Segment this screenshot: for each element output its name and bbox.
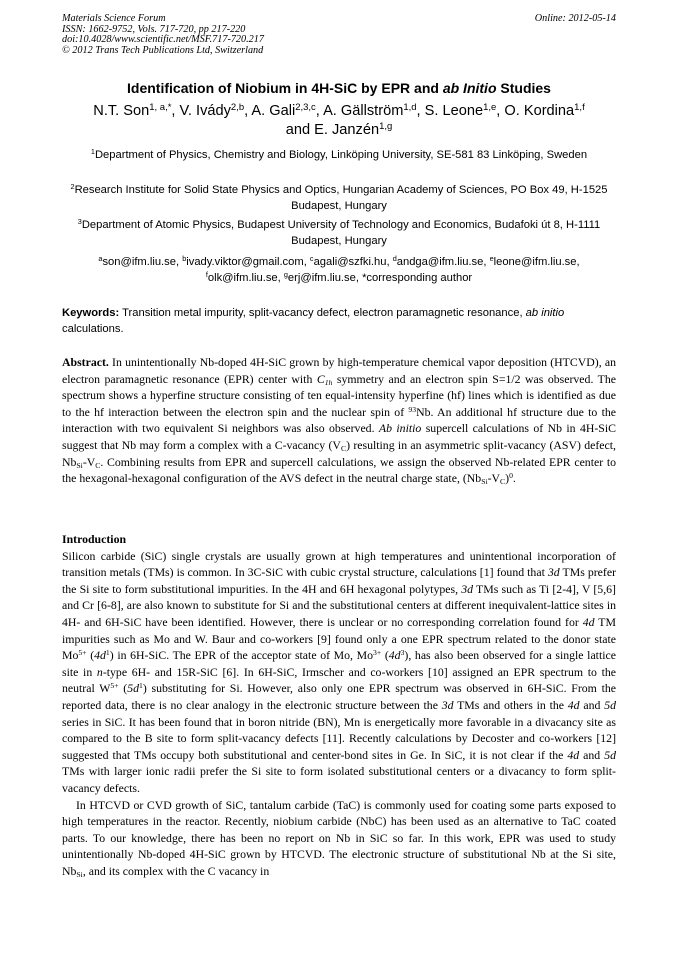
abstract-sub: C bbox=[500, 477, 506, 487]
abstract-text: supercell calculations of Nb in 4H-SiC suggest that Nb may form a complex with a C-vacancy (V bbox=[62, 421, 617, 452]
keywords-label: Keywords: bbox=[62, 307, 120, 319]
abstract-sub: Si bbox=[481, 477, 488, 487]
keywords-italic: ab initio bbox=[525, 307, 565, 319]
intro-sup: 1 bbox=[139, 681, 143, 691]
intro-italic: 3d bbox=[441, 697, 454, 712]
author-sup: 1,f bbox=[574, 101, 585, 113]
author-sup: 2,b bbox=[230, 101, 245, 113]
keywords-end: calculations. bbox=[62, 323, 124, 335]
author: , A. Gali bbox=[244, 103, 296, 119]
intro-text: In HTCVD or CVD growth of SiC, tantalum carbide (TaC) is commonly used for coating some parts exposed to high temperatures in the reactor. Recently, niobium carbide (NbC) has been used as an alternative to TaC coated parts. To our knowledge, there has been no report on Nb in SiC so far. In this work, EPR was used to study unintentionally Nb-doped 4H-SiC grown by HTCVD. The electronic structure of substitutional Nb at the Si site, Nb bbox=[62, 797, 616, 878]
author: N.T. Son bbox=[93, 103, 150, 119]
affiliation-text: Department of Atomic Physics, Budapest University of Technology and Economics, Budafoki út 8, H-1111 Budapest, Hungary bbox=[81, 219, 601, 247]
email: ivady.viktor@gmail.com, bbox=[186, 256, 310, 268]
intro-text: ) in 6H-SiC. The EPR of the acceptor state of Mo, Mo bbox=[109, 648, 374, 663]
abstract-text: . Combining results from EPR and supercell calculations, we assign the observed Nb-related EPR center to the hexagonal-hexagonal configuration of the AVS defect in the neutral charge state, (Nb bbox=[62, 454, 616, 486]
affiliation-number: 2 bbox=[70, 182, 75, 191]
author-sup: 1, a,* bbox=[149, 101, 172, 113]
author: , O. Kordina bbox=[496, 103, 575, 119]
intro-text: ( bbox=[381, 648, 389, 663]
email: olk@ifm.liu.se, bbox=[207, 272, 284, 284]
intro-italic: 4d bbox=[582, 614, 595, 629]
affiliation-text: Research Institute for Solid State Physics and Optics, Hungarian Academy of Sciences, PO Box 49, H-1525 Budapest, Hungary bbox=[74, 184, 608, 212]
intro-text: TMs and others in the bbox=[453, 697, 568, 712]
email: leone@ifm.liu.se, bbox=[493, 256, 580, 268]
intro-text: TMs prefer the Si site to form substitutional impurities. In the 4H and 6H hexagonal polytypes, bbox=[62, 565, 616, 596]
abstract-paragraph bbox=[62, 354, 616, 487]
intro-text: -type 6H- and 15R-SiC [6]. In 6H-SiC, Irmscher and co-workers [10] assigned an EPR spectrum to the neutral W bbox=[62, 664, 616, 696]
email-sup: g bbox=[283, 270, 288, 279]
intro-italic: 3d bbox=[461, 581, 474, 596]
intro-text: ) substituting for Si. However, also only one EPR spectrum was observed in 6H-SiC. From the reported data, there is no clear analogy in the electronic structure between the bbox=[62, 681, 616, 712]
intro-paragraph-1 bbox=[62, 548, 616, 797]
symmetry-sub: 1h bbox=[324, 377, 333, 387]
title-text-end: Studies bbox=[496, 80, 551, 96]
intro-sup: 1 bbox=[105, 647, 110, 657]
abstract-text: . bbox=[512, 471, 516, 486]
affiliation-1 bbox=[62, 147, 616, 163]
affiliation-2 bbox=[62, 182, 616, 214]
email: erj@ifm.liu.se, *corresponding author bbox=[287, 272, 473, 284]
online-date: Online: 2012-05-14 bbox=[534, 13, 616, 24]
title-text: Identification of Niobium in 4H-SiC by EPR and bbox=[127, 80, 443, 96]
intro-text: ( bbox=[118, 681, 128, 696]
title-italic: ab Initio bbox=[442, 80, 497, 96]
running-header bbox=[62, 14, 616, 56]
symmetry-symbol: C bbox=[316, 371, 325, 386]
author: , S. Leone bbox=[416, 103, 484, 119]
intro-italic: 3d bbox=[547, 565, 560, 580]
intro-text: and bbox=[579, 747, 605, 762]
copyright-line: © 2012 Trans Tech Publications Ltd, Switzerland bbox=[62, 44, 264, 56]
intro-text: series in SiC. It has been found that in boron nitride (BN), Mn is energetically more favorable in a divacancy site as compared to the B site to form split-vacancy defects [11]. Recently calculations by Decoster and co-workers [12] suggested that TMs occupy both substitutional and center-bond sites in Ge. In SiC, it is not clear if the bbox=[62, 714, 616, 762]
author-list bbox=[62, 102, 616, 140]
intro-sup: 3+ bbox=[373, 647, 382, 657]
email: agali@szfki.hu, bbox=[313, 256, 393, 268]
abstract-sub: C bbox=[95, 460, 101, 470]
abstract-text: In unintentionally Nb-doped 4H-SiC grown by high-temperature chemical vapor deposition (HTCVD), an electron paramagnetic resonance (EPR) center with bbox=[62, 355, 616, 386]
email-sup: e bbox=[489, 254, 494, 263]
introduction-section bbox=[62, 531, 616, 879]
journal-name: Materials Science Forum bbox=[62, 13, 166, 24]
author: , A. Gällström bbox=[315, 103, 404, 119]
author: and E. Janzén bbox=[285, 122, 380, 138]
intro-text: Silicon carbide (SiC) single crystals are usually grown at high temperatures and unintentional incorporation of transition metals (TMs) is common. In 3C-SiC with cubic crystal structure, calculations [1] found that bbox=[62, 548, 616, 580]
intro-text: , and its complex with the C vacancy in bbox=[82, 863, 270, 878]
intro-text: TMs with larger ionic radii prefer the Si site to form isolated substitutional centers or a divacancy to form split-vacancy defects. bbox=[62, 764, 616, 795]
doi-line: doi:10.4028/www.scientific.net/MSF.717-720.217 bbox=[62, 34, 264, 46]
intro-italic: 5d bbox=[604, 697, 616, 712]
email-sup: f bbox=[205, 270, 208, 279]
intro-italic: 5d bbox=[604, 747, 616, 762]
issn-line: ISSN: 1662-9752, Vols. 717-720, pp 217-220 bbox=[62, 23, 246, 35]
intro-italic: 4d bbox=[388, 648, 401, 663]
email: son@ifm.liu.se, bbox=[102, 256, 183, 268]
intro-italic: 4d bbox=[567, 697, 580, 712]
email-sup: b bbox=[182, 254, 187, 263]
intro-italic: 4d bbox=[567, 747, 580, 762]
email-sup: d bbox=[392, 254, 397, 263]
affiliation-number: 1 bbox=[90, 147, 95, 156]
abstract-italic: Ab initio bbox=[378, 421, 422, 436]
intro-text: and bbox=[579, 697, 605, 712]
keywords-text: Transition metal impurity, split-vacancy defect, electron paramagnetic resonance, bbox=[119, 307, 526, 319]
intro-paragraph-2 bbox=[62, 797, 616, 880]
paper-title bbox=[62, 80, 616, 97]
intro-italic: 5d bbox=[127, 681, 140, 696]
abstract-text: symmetry and an electron spin S=1/2 was observed. The spectrum shows a hyperfine structure consisting of ten equal-intensity hyperfine (hf) lines which is identified as due to the hf interaction between the electron spin and the nuclear spin of bbox=[62, 371, 616, 419]
abstract-text: ) resulting in an asymmetric split-vacancy (ASV) defect, Nb bbox=[62, 437, 617, 469]
intro-text: TMs such as Ti [2-4], V [5,6] and Cr [6-8], are also known to substitute for Si and the substitutional centers at different inequivalent-lattice sites in 4H- and 6H-SiC have been identified. However, there is unclear or no corresponding correlation found for bbox=[62, 581, 616, 629]
intro-italic: n bbox=[96, 664, 103, 679]
abstract-sub: C bbox=[340, 444, 347, 454]
author-sup: 1,e bbox=[483, 101, 497, 113]
keywords bbox=[62, 305, 616, 337]
affiliation-number: 3 bbox=[77, 217, 82, 226]
intro-text: ), has also been observed for a single lattice site in bbox=[62, 648, 616, 679]
intro-italic: 4d bbox=[94, 648, 106, 663]
email-sup: a bbox=[98, 254, 103, 263]
abstract-text: ) bbox=[505, 471, 510, 486]
abstract-text: -V bbox=[82, 454, 96, 469]
email-sup: c bbox=[309, 254, 314, 263]
abstract-sub: Si bbox=[76, 460, 83, 470]
author-sup: 1,g bbox=[379, 120, 393, 132]
intro-sub: Si bbox=[76, 870, 83, 880]
intro-sup: 5+ bbox=[110, 681, 119, 691]
abstract-text: -V bbox=[487, 471, 501, 486]
author-sup: 2,3,c bbox=[295, 101, 316, 113]
intro-sup: 5+ bbox=[78, 647, 87, 657]
author: , V. Ivády bbox=[171, 103, 231, 119]
author-emails bbox=[62, 254, 616, 286]
section-heading: Introduction bbox=[62, 532, 127, 546]
intro-text: TM impurities such as Mo and W. Baur and co-workers [9] found only a one EPR spectrum related to the donor state Mo bbox=[62, 614, 616, 663]
abstract-label: Abstract. bbox=[62, 355, 109, 369]
email: andga@ifm.liu.se, bbox=[396, 256, 490, 268]
affiliation-3 bbox=[62, 217, 616, 249]
intro-sup: 3 bbox=[400, 647, 405, 657]
charge-sup: 0 bbox=[509, 470, 513, 480]
intro-text: ( bbox=[86, 648, 95, 663]
affiliation-text: Department of Physics, Chemistry and Biology, Linköping University, SE-581 83 Linköping, Sweden bbox=[94, 149, 588, 161]
abstract bbox=[62, 354, 616, 487]
abstract-text: Nb. An additional hf structure due to the interaction with two equivalent Si neighbors was also observed. bbox=[62, 404, 616, 436]
isotope-sup: 93 bbox=[408, 404, 417, 414]
author-sup: 1,d bbox=[403, 101, 417, 113]
